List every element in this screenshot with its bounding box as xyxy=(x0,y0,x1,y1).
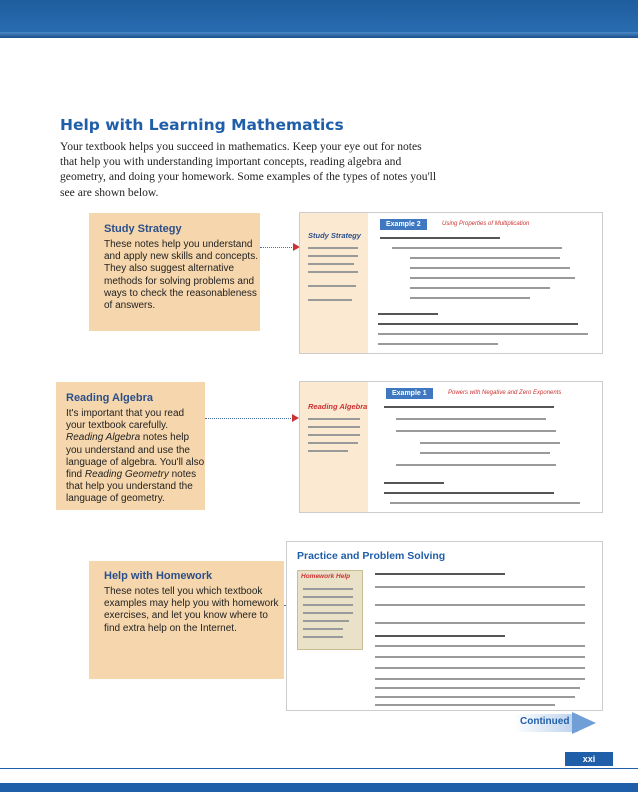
thumb1-body-line xyxy=(378,323,578,325)
thumb3-side-line xyxy=(303,612,353,614)
reading-connector xyxy=(205,418,295,419)
study-strategy-body: These notes help you understand and apply new skills and concepts. They also suggest alternative methods for solving problems and ways to check the reasonableness of answers. xyxy=(104,239,258,312)
thumb3-side-line xyxy=(303,628,343,630)
intro-paragraph: Your textbook helps you succeed in mathematics. Keep your eye out for notes that help you with understanding important concepts, reading algebra and geometry, and doing your homework. Some examples of the types of notes you'll see are shown below. xyxy=(60,140,437,199)
footer-band xyxy=(0,783,638,792)
thumb1-body-line xyxy=(410,267,570,269)
continued-arrow-icon[interactable] xyxy=(572,712,596,734)
thumb2-side-line xyxy=(308,418,360,420)
thumb1-body-line xyxy=(378,333,588,335)
thumb1-side-line xyxy=(308,299,352,301)
thumb1-body-line xyxy=(410,287,550,289)
thumb1-side-line xyxy=(308,255,358,257)
thumb1-side-label: Study Strategy xyxy=(308,231,361,240)
thumb3-body-line xyxy=(375,687,580,689)
thumb2-example-badge: Example 1 xyxy=(386,388,433,399)
thumb3-side-label: Homework Help xyxy=(301,573,351,580)
thumb1-body-line xyxy=(392,247,562,249)
reading-arrowhead xyxy=(292,414,299,422)
homework-body: These notes tell you which textbook examples may help you with homework exercises, and let you know where to find extra help on the Internet. xyxy=(104,586,279,634)
thumb3-body-line xyxy=(375,635,505,637)
thumb1-example-badge: Example 2 xyxy=(380,219,427,230)
continued-label[interactable]: Continued xyxy=(520,716,570,727)
thumb2-side-line xyxy=(308,450,348,452)
thumb3-homework-help-box xyxy=(297,570,363,650)
thumb1-body-line xyxy=(410,257,560,259)
thumb1-side-line xyxy=(308,247,358,249)
thumb2-example-title: Powers with Negative and Zero Exponents xyxy=(448,390,562,396)
study-strategy-heading: Study Strategy xyxy=(104,223,182,235)
reading-body-part-3: notes help you understand and use the language of algebra. You'll also find xyxy=(66,432,205,481)
thumb3-body-line xyxy=(375,656,585,658)
homework-heading: Help with Homework xyxy=(104,570,213,582)
homework-note xyxy=(89,561,284,679)
thumb3-side-line xyxy=(303,620,349,622)
thumb2-body-line xyxy=(396,430,556,432)
thumb3-side-line xyxy=(303,588,353,590)
thumb3-side-line xyxy=(303,636,343,638)
thumb1-side-line xyxy=(308,263,354,265)
reading-algebra-body xyxy=(66,408,205,506)
top-banner-shine xyxy=(0,32,638,38)
thumb3-body-line xyxy=(375,573,505,575)
reading-algebra-heading: Reading Algebra xyxy=(66,392,153,404)
thumb3-body-line xyxy=(375,704,555,706)
page-title: Help with Learning Mathematics xyxy=(60,116,344,134)
thumb3-body-line xyxy=(375,604,585,606)
thumb2-body-line xyxy=(390,502,580,504)
reading-algebra-thumbnail xyxy=(299,381,603,513)
top-banner xyxy=(0,0,638,38)
thumb2-body-line xyxy=(396,418,546,420)
thumb1-body-line xyxy=(410,277,575,279)
thumb1-body-line xyxy=(378,343,498,345)
thumb3-body-line xyxy=(375,696,575,698)
thumb2-body-line xyxy=(420,442,560,444)
thumb2-body-line xyxy=(384,406,554,408)
thumb3-body-line xyxy=(375,622,585,624)
thumb2-body-line xyxy=(384,492,554,494)
thumb1-body-line xyxy=(380,237,500,239)
thumb2-side-line xyxy=(308,442,358,444)
reading-body-part-1: It's important that you read your textbook carefully. xyxy=(66,408,185,432)
footer-rule xyxy=(0,768,638,769)
thumb3-body-line xyxy=(375,667,585,669)
thumb1-side-line xyxy=(308,285,356,287)
thumb2-body-line xyxy=(384,482,444,484)
reading-body-part-5: notes that help you understand the language of geometry. xyxy=(66,469,197,505)
thumb1-example-title: Using Properties of Multiplication xyxy=(442,221,530,227)
thumb3-side-line xyxy=(303,596,353,598)
thumb3-side-line xyxy=(303,604,353,606)
thumb1-side-line xyxy=(308,271,358,273)
thumb2-side-line xyxy=(308,434,360,436)
homework-thumbnail xyxy=(286,541,603,711)
page-number: xxi xyxy=(565,752,613,766)
thumb1-body-line xyxy=(410,297,530,299)
thumb1-body-line xyxy=(378,313,438,315)
thumb3-body-line xyxy=(375,586,585,588)
study-strategy-thumbnail xyxy=(299,212,603,354)
thumb3-body-line xyxy=(375,645,585,647)
thumb2-body-line xyxy=(420,452,550,454)
thumb2-body-line xyxy=(396,464,556,466)
thumb3-heading: Practice and Problem Solving xyxy=(297,550,446,562)
thumb3-body-line xyxy=(375,678,585,680)
reading-body-part-4: Reading Geometry xyxy=(84,469,169,481)
study-connector xyxy=(260,247,296,248)
thumb2-side-label: Reading Algebra xyxy=(308,402,368,411)
reading-body-part-2: Reading Algebra xyxy=(66,432,141,444)
study-strategy-note xyxy=(89,213,260,331)
reading-algebra-note xyxy=(56,382,205,510)
thumb2-side-line xyxy=(308,426,360,428)
